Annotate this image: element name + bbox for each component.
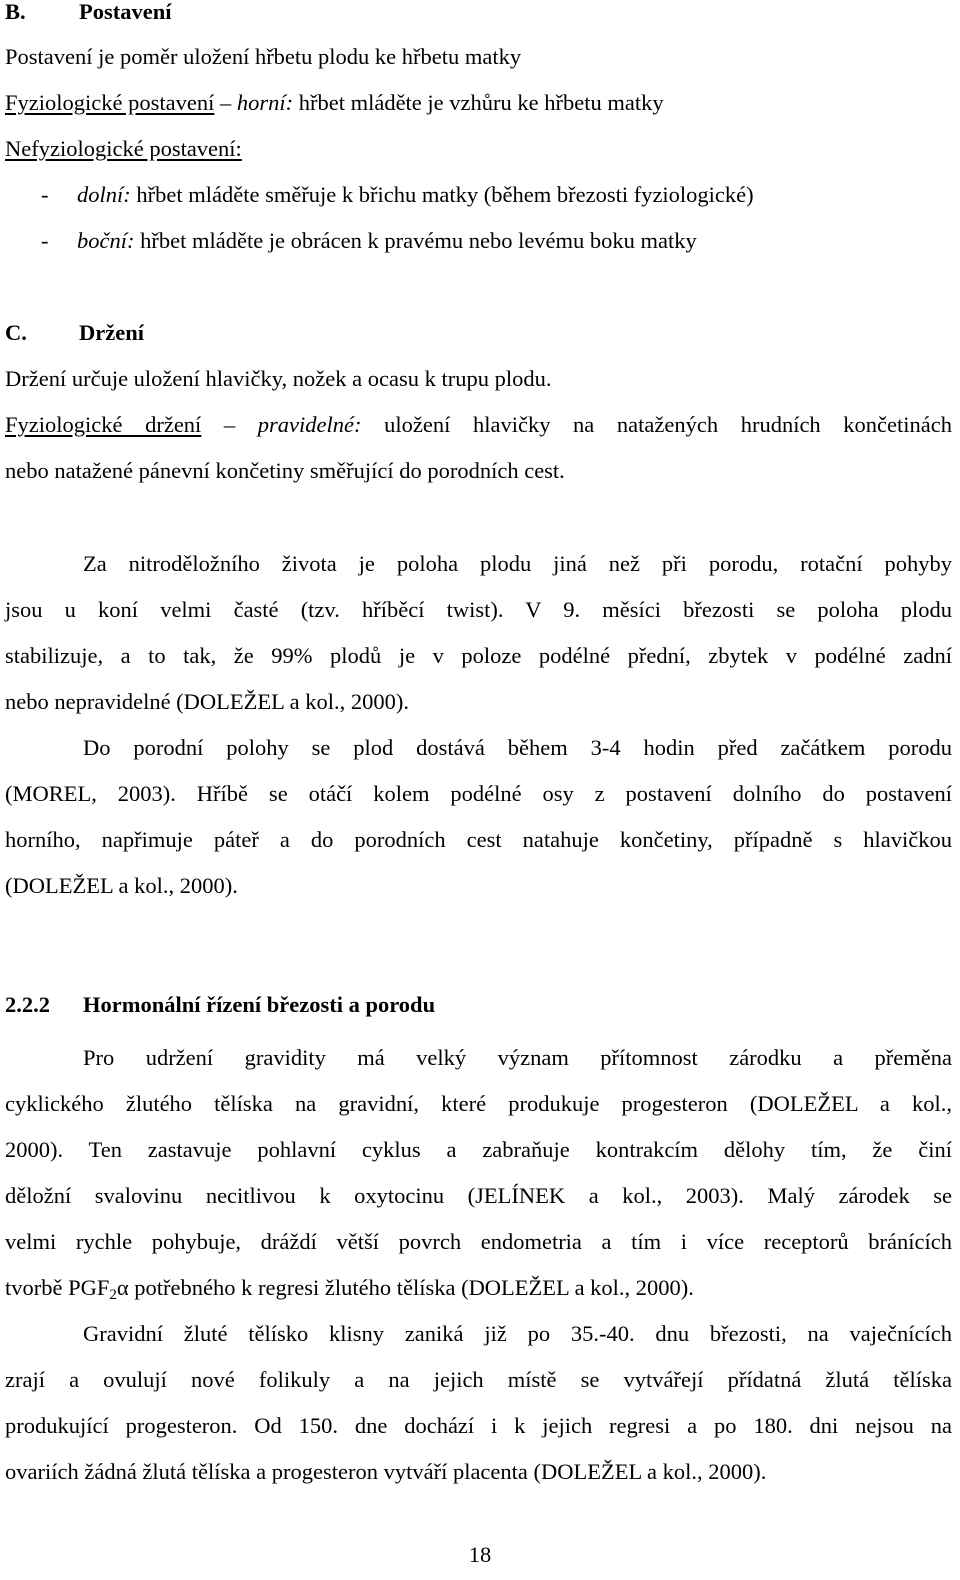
section-c-definition: Držení určuje uložení hlavičky, nožek a ocasu k trupu plodu. bbox=[5, 366, 552, 391]
section-b-definition: Postavení je poměr uložení hřbetu plodu ke hřbetu matky bbox=[5, 44, 522, 69]
paragraph-line: ovariích žádná žlutá tělíska a progesteron vytváří placenta (DOLEŽEL a kol., 2000). bbox=[5, 1459, 767, 1484]
physiological-posture-line-2: nebo natažené pánevní končetiny směřující do porodních cest. bbox=[5, 458, 565, 483]
physiological-position-line: Fyziologické postavení – horní: hřbet mláděte je vzhůru ke hřbetu matky bbox=[5, 90, 664, 115]
paragraph-line: Do porodní polohy se plod dostává během 3-4 hodin před začátkem porodu bbox=[83, 735, 952, 760]
nonphysiological-position-term: Nefyziologické postavení: bbox=[5, 136, 242, 161]
list-item: - dolní: hřbet mláděte směřuje k břichu matky (během březosti fyziologické) bbox=[41, 182, 754, 207]
paragraph-line: (DOLEŽEL a kol., 2000). bbox=[5, 873, 238, 898]
physiological-posture-line: Fyziologické držení – pravidelné: uložení hlavičky na natažených hrudních končetinách bbox=[5, 412, 952, 437]
paragraph-line: (MOREL, 2003). Hříbě se otáčí kolem podélné osy z postavení dolního do postavení bbox=[5, 781, 952, 806]
paragraph-line: 2000). Ten zastavuje pohlavní cyklus a zabraňuje kontrakcím dělohy tím, že činí bbox=[5, 1137, 952, 1162]
paragraph-line: Pro udržení gravidity má velký význam přítomnost zárodku a přeměna bbox=[83, 1045, 952, 1070]
section-b-heading: B. Postavení bbox=[5, 0, 172, 24]
paragraph-line: cyklického žlutého tělíska na gravidní, které produkuje progesteron (DOLEŽEL a kol., bbox=[5, 1091, 952, 1116]
paragraph-line: Gravidní žluté tělísko klisny zaniká již po 35.-40. dnu březosti, na vaječnících bbox=[83, 1321, 952, 1346]
paragraph-line: nebo nepravidelné (DOLEŽEL a kol., 2000). bbox=[5, 689, 410, 714]
paragraph-line: jsou u koní velmi časté (tzv. hříběcí twist). V 9. měsíci březosti se poloha plodu bbox=[5, 597, 952, 622]
paragraph-line: velmi rychle pohybuje, dráždí větší povrch endometria a tím i více receptorů bránících bbox=[5, 1229, 952, 1254]
list-item: - boční: hřbet mláděte je obrácen k pravému nebo levému boku matky bbox=[41, 228, 697, 253]
paragraph-line: stabilizuje, a to tak, že 99% plodů je v poloze podélné přední, zbytek v podélné zadní bbox=[5, 643, 952, 668]
paragraph-line: tvorbě $PGF_2\alpha$ potřebného k regresi žlutého tělíska (DOLEŽEL a kol., 2000). bbox=[5, 1275, 694, 1303]
paragraph-line: produkující progesteron. Od 150. dne dochází i k jejich regresi a po 180. dni nejsou na bbox=[5, 1413, 952, 1438]
paragraph-line: zrají a ovulují nové folikuly a na jejich místě se vytvářejí přídatná žlutá tělíska bbox=[5, 1367, 952, 1392]
section-c-heading: C. Držení bbox=[5, 320, 144, 345]
paragraph-line: děložní svalovinu necitlivou k oxytocinu (JELÍNEK a kol., 2003). Malý zárodek se bbox=[5, 1183, 952, 1208]
page-number: 18 bbox=[468, 1542, 492, 1567]
section-heading: 2.2.2 Hormonální řízení březosti a porodu bbox=[5, 992, 436, 1017]
paragraph-line: Za nitroděložního života je poloha plodu jiná než při porodu, rotační pohyby bbox=[83, 551, 952, 576]
paragraph-line: horního, napřimuje páteř a do porodních cest natahuje končetiny, případně s hlavičkou bbox=[5, 827, 952, 852]
